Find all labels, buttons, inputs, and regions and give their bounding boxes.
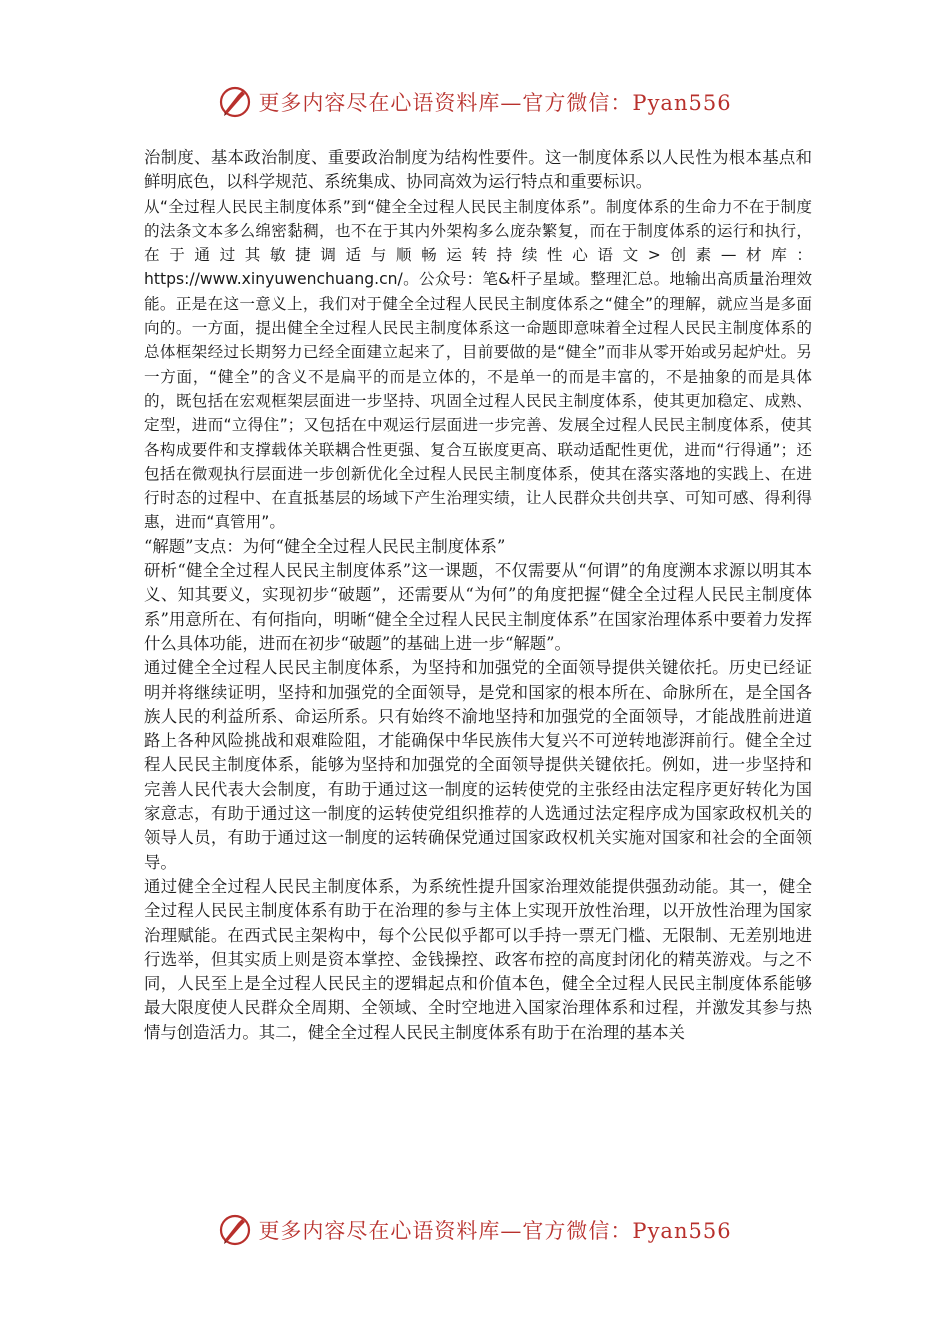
- section-heading: “解题”支点：为何“健全全过程人民民主制度体系”: [144, 536, 506, 556]
- header-banner-text: 更多内容尽在心语资料库—官方微信：Pyan556: [258, 91, 732, 115]
- footer-banner-text: 更多内容尽在心语资料库—官方微信：Pyan556: [258, 1219, 732, 1243]
- paragraph: 通过健全全过程人民民主制度体系，为系统性提升国家治理效能提供强劲动能。其一，健全全过程人民民主制度体系有助于在治理的参与主体上实现开放性治理，以开放性治理为国家治理赋能。在西式民主架构中，每个公民似乎都可以手持一票无门槛、无限制、无差别地进行选举，但其实质上则是资本掌控、金钱操控、政客布控的高度封闭化的精英游戏。与之不同，人民至上是全过程人民民主的逻辑起点和价值本色，健全全过程人民民主制度体系能够最大限度使人民群众全周期、全领域、全时空地进入国家治理体系和过程，并激发其参与热情与创造活力。其二，健全全过程人民民主制度体系有助于在治理的基本关: [144, 876, 812, 1042]
- paragraph: 从“全过程人民民主制度体系”到“健全全过程人民民主制度体系”。制度体系的生命力不在于制度的法条文本多么绵密黏稠，也不在于其内外架构多么庞杂繁复，而在于制度体系的运行和执行，在于通过其敏捷调适与顺畅运转持续性心语文>创素—材库：https://www.xinyuwenchuang.cn/。公众号：笔&杆子星域。整理汇总。地输出高质量治理效能。正是在这一意义上，我们对于健全全过程人民民主制度体系之“健全”的理解，就应当是多面向的。一方面，提出健全全过程人民民主制度体系这一命题即意味着全过程人民民主制度体系的总体框架经过长期努力已经全面建立起来了，目前要做的是“健全”而非从零开始或另起炉灶。另一方面，“健全”的含义不是扁平的而是立体的，不是单一的而是丰富的，不是抽象的而是具体的，既包括在宏观框架层面进一步坚持、巩固全过程人民民主制度体系，使其更加稳定、成熟、定型，进而“立得住”；又包括在中观运行层面进一步完善、发展全过程人民民主制度体系，使其各构成要件和支撑载体关联耦合性更强、复合互嵌度更高、联动适配性更优，进而“行得通”；还包括在微观执行层面进一步创新优化全过程人民民主制度体系，使其在落实落地的实践上、在进行时态的过程中、在直抵基层的场域下产生治理实绩，让人民群众共创共享、可知可感、得利得惠，进而“真管用”。: [144, 197, 812, 532]
- pen-quill-logo-icon: [218, 1213, 252, 1247]
- header-banner: [0, 80, 950, 124]
- paragraph: 治制度、基本政治制度、重要政治制度为结构性要件。这一制度体系以人民性为根本基点和鲜明底色，以科学规范、系统集成、协同高效为运行特点和重要标识。: [144, 148, 812, 192]
- footer-banner: [0, 1208, 950, 1252]
- document-body: [144, 146, 812, 1045]
- pen-quill-logo-icon: [218, 85, 252, 119]
- paragraph: 通过健全全过程人民民主制度体系，为坚持和加强党的全面领导提供关键依托。历史已经证明并将继续证明，坚持和加强党的全面领导，是党和国家的根本所在、命脉所在，是全国各族人民的利益所系、命运所系。只有始终不渝地坚持和加强党的全面领导，才能战胜前进道路上各种风险挑战和艰难险阻，才能确保中华民族伟大复兴不可逆转地澎湃前行。健全全过程人民民主制度体系，能够为坚持和加强党的全面领导提供关键依托。例如，进一步坚持和完善人民代表大会制度，有助于通过这一制度的运转使党的主张经由法定程序更好转化为国家意志，有助于通过这一制度的运转使党组织推荐的人选通过法定程序成为国家政权机关的领导人员，有助于通过这一制度的运转确保党通过国家政权机关实施对国家和社会的全面领导。: [144, 658, 812, 872]
- paragraph: 研析“健全全过程人民民主制度体系”这一课题，不仅需要从“何谓”的角度溯本求源以明其本义、知其要义，实现初步“破题”，还需要从“为何”的角度把握“健全全过程人民民主制度体系”用意所在、有何指向，明晰“健全全过程人民民主制度体系”在国家治理体系中要着力发挥什么具体功能，进而在初步“破题”的基础上进一步“解题”。: [144, 561, 812, 653]
